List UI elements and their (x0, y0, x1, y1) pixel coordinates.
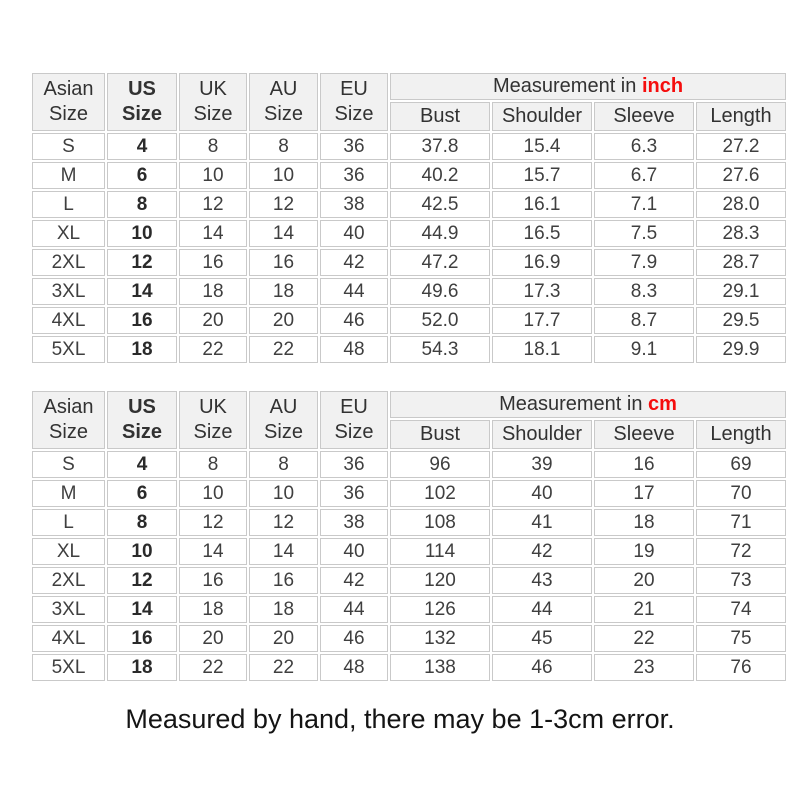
us-size-cell: 12 (107, 249, 177, 276)
value-cell: 41 (492, 509, 592, 536)
value-cell: 47.2 (390, 249, 490, 276)
value-cell: 29.1 (696, 278, 786, 305)
col-header-shoulder: Shoulder (492, 102, 592, 131)
measurement-unit-header (390, 391, 786, 418)
value-cell: 7.5 (594, 220, 694, 247)
value-cell: 18 (249, 278, 318, 305)
value-cell: 75 (696, 625, 786, 652)
col-header-au-size: AU Size (249, 73, 318, 131)
value-cell: 20 (249, 625, 318, 652)
value-cell: 8 (179, 133, 247, 160)
asian-size-cell: M (32, 162, 105, 189)
value-cell: 38 (320, 191, 388, 218)
value-cell: 17 (594, 480, 694, 507)
value-cell: 18 (249, 596, 318, 623)
asian-size-cell: 5XL (32, 336, 105, 363)
value-cell: 12 (249, 509, 318, 536)
value-cell: 120 (390, 567, 490, 594)
value-cell: 17.7 (492, 307, 592, 334)
us-size-cell: 10 (107, 220, 177, 247)
table-row (32, 336, 786, 363)
value-cell: 14 (249, 220, 318, 247)
value-cell: 18.1 (492, 336, 592, 363)
value-cell: 8 (249, 133, 318, 160)
value-cell: 40.2 (390, 162, 490, 189)
value-cell: 20 (179, 625, 247, 652)
value-cell: 10 (249, 480, 318, 507)
value-cell: 8.7 (594, 307, 694, 334)
asian-size-cell: 4XL (32, 625, 105, 652)
col-header-length: Length (696, 102, 786, 131)
value-cell: 15.4 (492, 133, 592, 160)
value-cell: 69 (696, 451, 786, 478)
value-cell: 10 (179, 480, 247, 507)
value-cell: 44 (320, 596, 388, 623)
value-cell: 17.3 (492, 278, 592, 305)
us-size-cell: 6 (107, 480, 177, 507)
value-cell: 42 (320, 249, 388, 276)
table-row (32, 509, 786, 536)
value-cell: 7.1 (594, 191, 694, 218)
value-cell: 114 (390, 538, 490, 565)
us-size-cell: 4 (107, 451, 177, 478)
col-header-sleeve: Sleeve (594, 102, 694, 131)
size-chart-table-cm (30, 389, 788, 683)
value-cell: 36 (320, 480, 388, 507)
asian-size-cell: L (32, 509, 105, 536)
value-cell: 22 (249, 336, 318, 363)
col-header-asian-size: Asian Size (32, 391, 105, 449)
us-size-cell: 8 (107, 509, 177, 536)
asian-size-cell: S (32, 451, 105, 478)
value-cell: 40 (320, 538, 388, 565)
value-cell: 28.3 (696, 220, 786, 247)
value-cell: 29.5 (696, 307, 786, 334)
asian-size-cell: XL (32, 220, 105, 247)
col-header-bust: Bust (390, 420, 490, 449)
us-size-cell: 18 (107, 654, 177, 681)
value-cell: 16.1 (492, 191, 592, 218)
col-header-asian-size: Asian Size (32, 73, 105, 131)
table-row (32, 451, 786, 478)
value-cell: 28.0 (696, 191, 786, 218)
value-cell: 42 (320, 567, 388, 594)
value-cell: 72 (696, 538, 786, 565)
value-cell: 7.9 (594, 249, 694, 276)
value-cell: 8.3 (594, 278, 694, 305)
measurement-label: Measurement in (492, 75, 642, 97)
us-size-cell: 18 (107, 336, 177, 363)
measurement-disclaimer: Measured by hand, there may be 1-3cm error. (125, 704, 675, 734)
value-cell: 14 (179, 538, 247, 565)
table-row (32, 538, 786, 565)
col-header-uk-size: UK Size (179, 391, 247, 449)
value-cell: 27.6 (696, 162, 786, 189)
value-cell: 71 (696, 509, 786, 536)
value-cell: 18 (179, 278, 247, 305)
value-cell: 12 (179, 509, 247, 536)
value-cell: 22 (594, 625, 694, 652)
value-cell: 22 (249, 654, 318, 681)
table-row (32, 625, 786, 652)
value-cell: 36 (320, 451, 388, 478)
value-cell: 16 (249, 567, 318, 594)
table-row (32, 220, 786, 247)
us-size-cell: 16 (107, 307, 177, 334)
table-row (32, 162, 786, 189)
us-size-cell: 8 (107, 191, 177, 218)
value-cell: 16 (179, 567, 247, 594)
value-cell: 138 (390, 654, 490, 681)
value-cell: 19 (594, 538, 694, 565)
table-row (32, 596, 786, 623)
value-cell: 28.7 (696, 249, 786, 276)
col-header-sleeve: Sleeve (594, 420, 694, 449)
value-cell: 21 (594, 596, 694, 623)
value-cell: 102 (390, 480, 490, 507)
value-cell: 14 (249, 538, 318, 565)
col-header-shoulder: Shoulder (492, 420, 592, 449)
value-cell: 44 (492, 596, 592, 623)
value-cell: 38 (320, 509, 388, 536)
table-row (32, 249, 786, 276)
value-cell: 76 (696, 654, 786, 681)
value-cell: 16.9 (492, 249, 592, 276)
col-header-au-size: AU Size (249, 391, 318, 449)
value-cell: 10 (249, 162, 318, 189)
table-row (32, 191, 786, 218)
value-cell: 70 (696, 480, 786, 507)
value-cell: 12 (249, 191, 318, 218)
value-cell: 126 (390, 596, 490, 623)
value-cell: 20 (594, 567, 694, 594)
value-cell: 44.9 (390, 220, 490, 247)
value-cell: 16 (179, 249, 247, 276)
value-cell: 12 (179, 191, 247, 218)
measurement-label: Measurement in (499, 393, 649, 415)
measurement-unit-header (390, 73, 786, 100)
value-cell: 42.5 (390, 191, 490, 218)
value-cell: 49.6 (390, 278, 490, 305)
table-row (32, 654, 786, 681)
col-header-length: Length (696, 420, 786, 449)
value-cell: 36 (320, 133, 388, 160)
col-header-eu-size: EU Size (320, 73, 388, 131)
value-cell: 54.3 (390, 336, 490, 363)
size-chart-table-inch (30, 71, 788, 365)
unit-cm-label: cm (648, 393, 677, 415)
value-cell: 6.7 (594, 162, 694, 189)
value-cell: 27.2 (696, 133, 786, 160)
value-cell: 10 (179, 162, 247, 189)
value-cell: 20 (249, 307, 318, 334)
table-row (32, 278, 786, 305)
asian-size-cell: 4XL (32, 307, 105, 334)
value-cell: 14 (179, 220, 247, 247)
col-header-eu-size: EU Size (320, 391, 388, 449)
value-cell: 40 (492, 480, 592, 507)
asian-size-cell: 2XL (32, 249, 105, 276)
us-size-cell: 14 (107, 278, 177, 305)
value-cell: 40 (320, 220, 388, 247)
col-header-us-size: US Size (107, 73, 177, 131)
table-row (32, 307, 786, 334)
value-cell: 108 (390, 509, 490, 536)
value-cell: 74 (696, 596, 786, 623)
value-cell: 20 (179, 307, 247, 334)
value-cell: 48 (320, 336, 388, 363)
asian-size-cell: 5XL (32, 654, 105, 681)
value-cell: 8 (179, 451, 247, 478)
value-cell: 36 (320, 162, 388, 189)
value-cell: 22 (179, 336, 247, 363)
value-cell: 29.9 (696, 336, 786, 363)
value-cell: 46 (492, 654, 592, 681)
asian-size-cell: 3XL (32, 596, 105, 623)
us-size-cell: 16 (107, 625, 177, 652)
asian-size-cell: 2XL (32, 567, 105, 594)
value-cell: 73 (696, 567, 786, 594)
col-header-us-size: US Size (107, 391, 177, 449)
asian-size-cell: S (32, 133, 105, 160)
table-row (32, 567, 786, 594)
value-cell: 43 (492, 567, 592, 594)
value-cell: 15.7 (492, 162, 592, 189)
value-cell: 8 (249, 451, 318, 478)
value-cell: 46 (320, 307, 388, 334)
asian-size-cell: M (32, 480, 105, 507)
value-cell: 96 (390, 451, 490, 478)
value-cell: 18 (179, 596, 247, 623)
col-header-bust: Bust (390, 102, 490, 131)
table-row (32, 480, 786, 507)
value-cell: 16 (249, 249, 318, 276)
table-row (32, 133, 786, 160)
value-cell: 46 (320, 625, 388, 652)
asian-size-cell: 3XL (32, 278, 105, 305)
value-cell: 18 (594, 509, 694, 536)
value-cell: 6.3 (594, 133, 694, 160)
value-cell: 39 (492, 451, 592, 478)
value-cell: 48 (320, 654, 388, 681)
unit-inch-label: inch (641, 75, 684, 97)
us-size-cell: 4 (107, 133, 177, 160)
asian-size-cell: XL (32, 538, 105, 565)
value-cell: 37.8 (390, 133, 490, 160)
value-cell: 16 (594, 451, 694, 478)
value-cell: 22 (179, 654, 247, 681)
value-cell: 132 (390, 625, 490, 652)
col-header-uk-size: UK Size (179, 73, 247, 131)
us-size-cell: 12 (107, 567, 177, 594)
us-size-cell: 10 (107, 538, 177, 565)
value-cell: 23 (594, 654, 694, 681)
value-cell: 45 (492, 625, 592, 652)
value-cell: 9.1 (594, 336, 694, 363)
value-cell: 16.5 (492, 220, 592, 247)
us-size-cell: 14 (107, 596, 177, 623)
us-size-cell: 6 (107, 162, 177, 189)
value-cell: 44 (320, 278, 388, 305)
value-cell: 42 (492, 538, 592, 565)
value-cell: 52.0 (390, 307, 490, 334)
asian-size-cell: L (32, 191, 105, 218)
